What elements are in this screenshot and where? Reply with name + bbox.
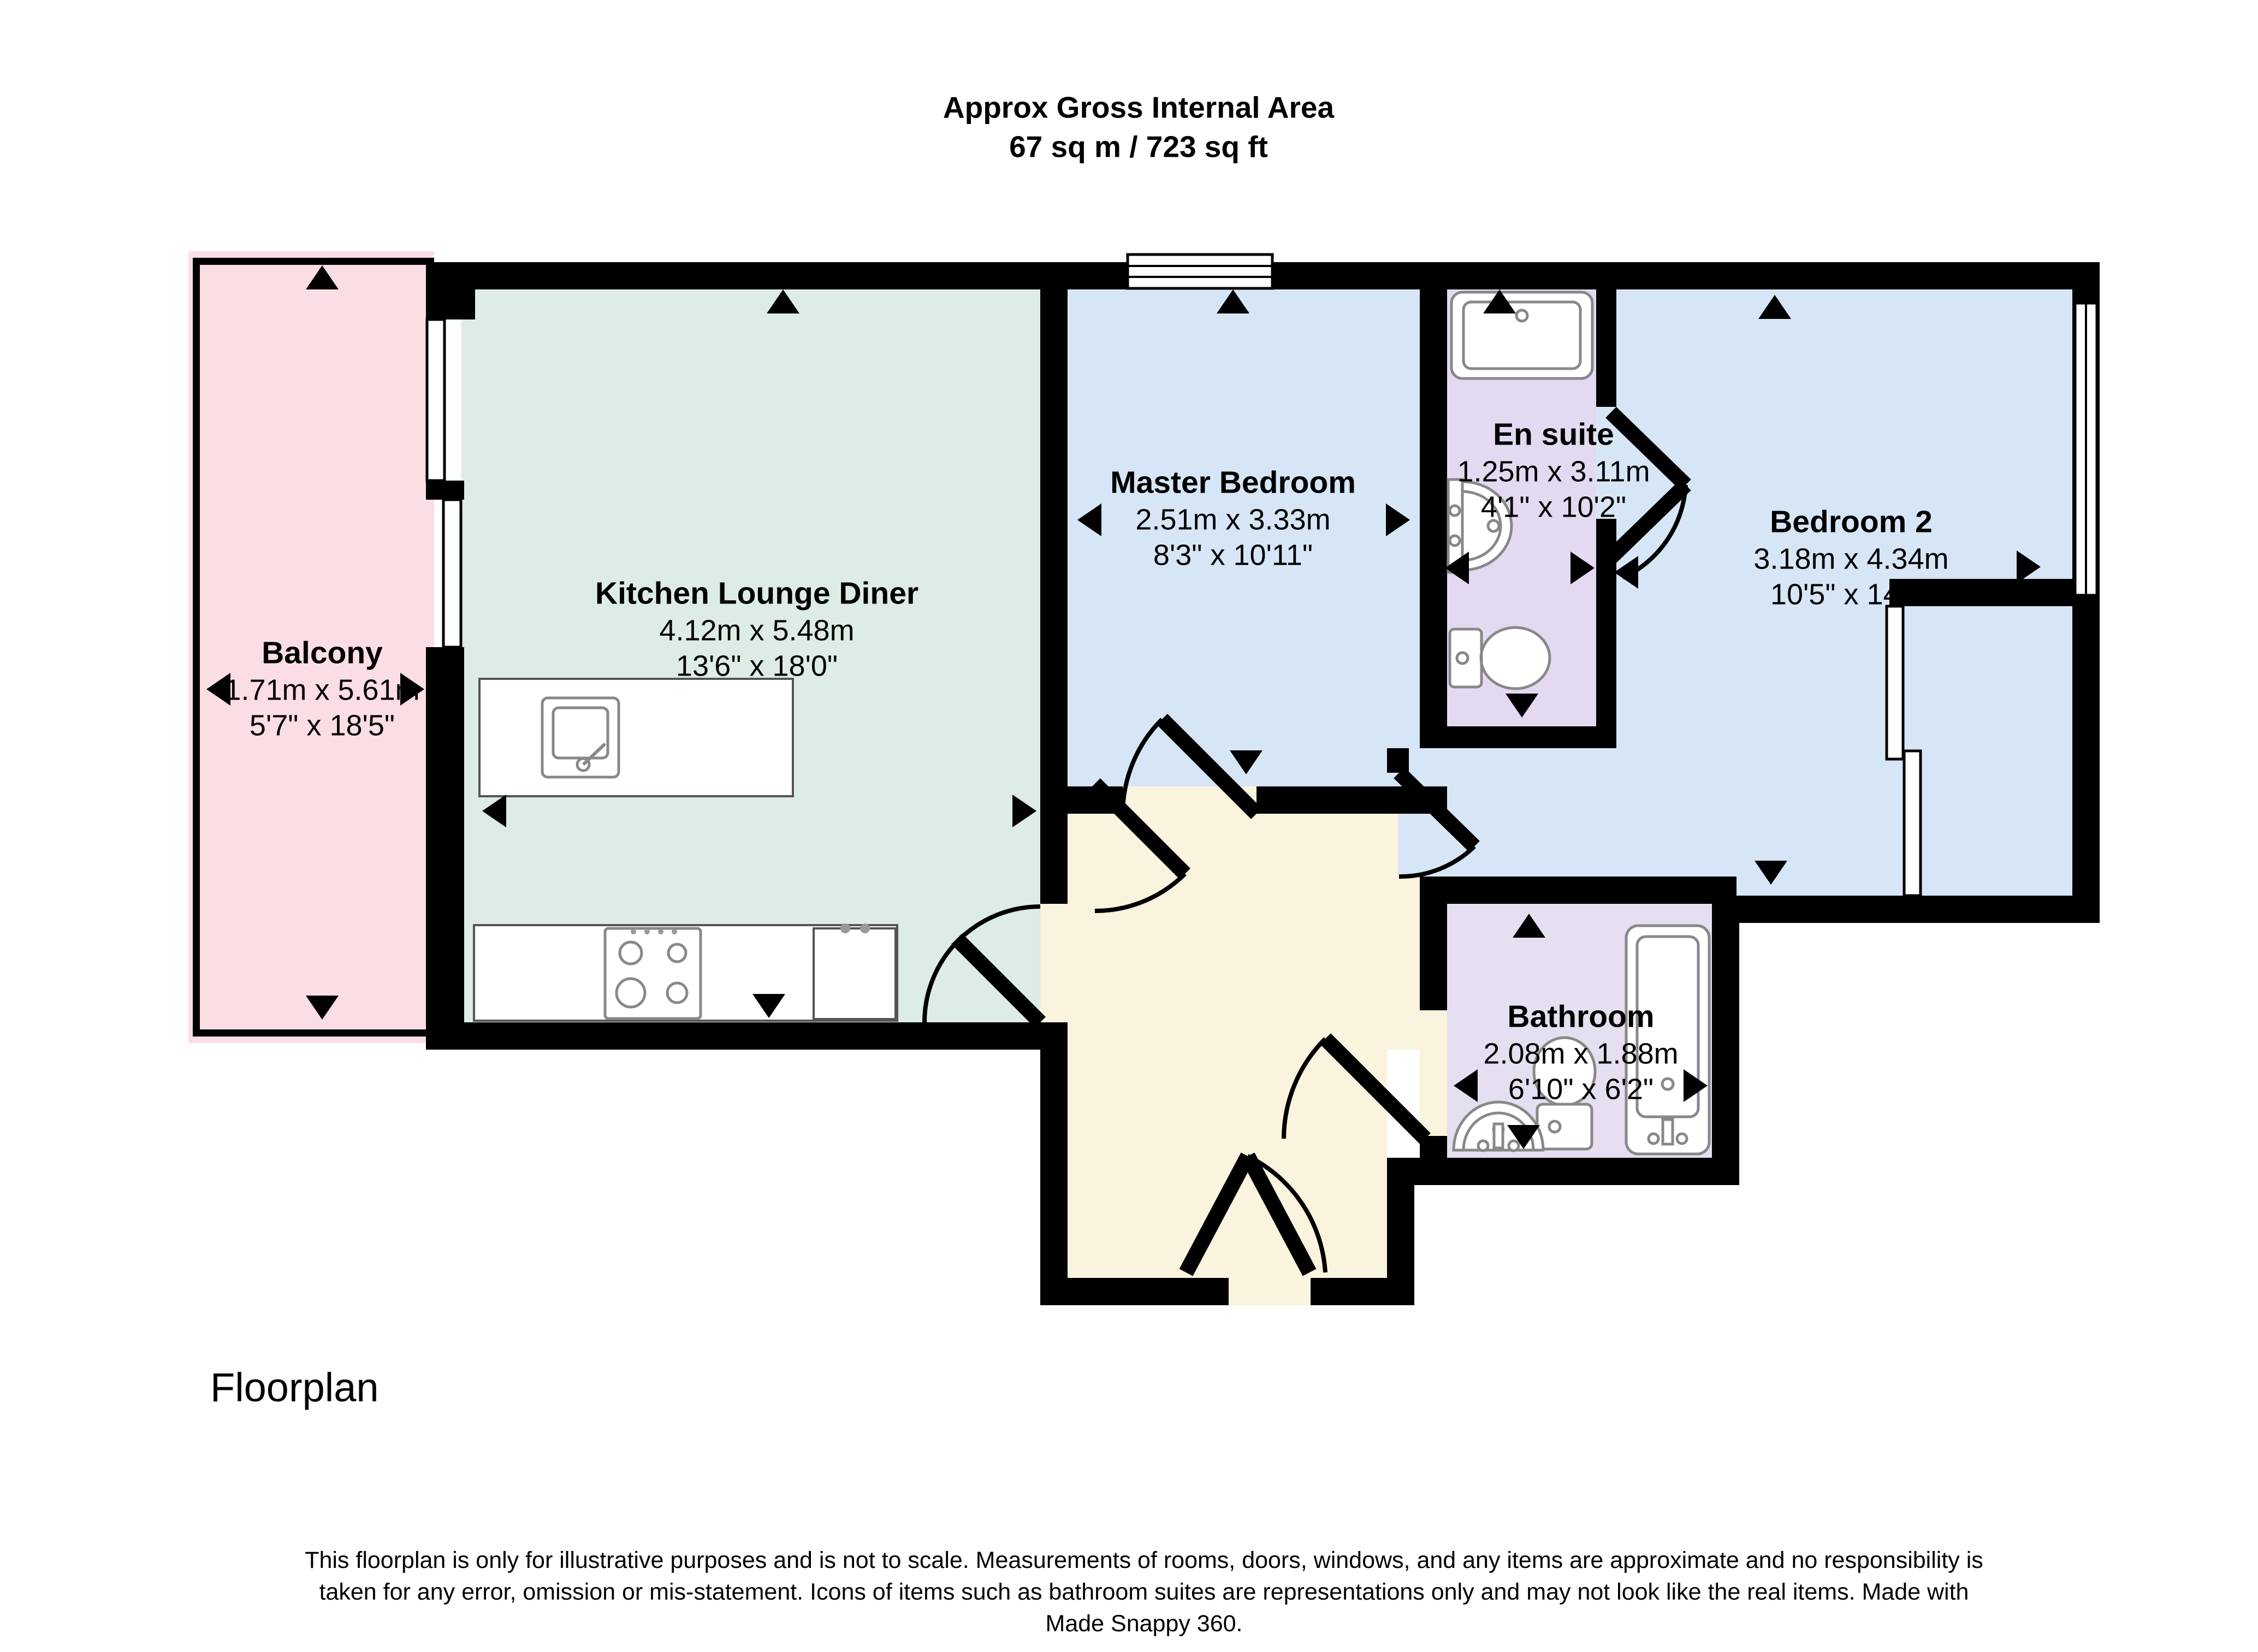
room-label-bathroom	[1483, 998, 1678, 1108]
wall-bathroom-top	[1420, 877, 1737, 904]
wall-ensuite-right-top	[1596, 289, 1616, 407]
room-name: Master Bedroom	[1110, 465, 1356, 500]
master-window-icon	[1128, 254, 1272, 288]
title-line1: Approx Gross Internal Area	[943, 90, 1335, 125]
room-label-balcony	[224, 634, 419, 744]
wall-hall-bottom-left	[1040, 1278, 1229, 1305]
room-label-ensuite	[1457, 416, 1650, 525]
room-metric: 1.71m x 5.61m	[224, 673, 420, 706]
room-name: Balcony	[262, 635, 383, 671]
room-imperial: 6'10" x 6'2"	[1508, 1073, 1654, 1106]
wall-divider-lower	[426, 647, 464, 1050]
room-imperial: 5'7" x 18'5"	[249, 709, 395, 742]
disclaimer-text: This floorplan is only for illustrative purposes and is not to scale. Measurements of rooms, doors, windows, and any items are approximate and no responsibility is taken for any error, omission or mis-statement. Icons of items such as bathroom suites are representations only and may not look like the real items. Made with Made Snappy 360.	[305, 1547, 1983, 1637]
hall-floor-upper	[1068, 814, 1420, 1050]
bedroom2-window-icon	[2075, 303, 2097, 595]
room-label-master-bedroom	[1110, 464, 1356, 573]
wall-bathroom-right	[1712, 904, 1739, 1185]
page-title	[943, 88, 1334, 167]
ensuite-toilet-icon	[1450, 627, 1550, 689]
wall-bathroom-left	[1420, 904, 1447, 1010]
wall-bathroom-bottom	[1387, 1158, 1739, 1185]
room-imperial: 8'3" x 10'11"	[1153, 538, 1313, 572]
hob-icon	[605, 928, 701, 1019]
room-name: Bathroom	[1507, 999, 1655, 1034]
room-name: En suite	[1493, 417, 1614, 452]
wall-hall-left	[1040, 1050, 1068, 1305]
room-imperial: 13'6" x 18'0"	[675, 649, 838, 683]
floorplan-caption: Floorplan	[210, 1365, 379, 1410]
wall-kitchen-bottom	[426, 1022, 1068, 1050]
wall-bedroom2-bottom	[1737, 896, 2100, 923]
room-imperial: 4'1" x 10'2"	[1480, 490, 1627, 524]
ensuite-bath-icon	[1451, 292, 1592, 378]
room-name: Kitchen Lounge Diner	[595, 576, 919, 611]
room-metric: 1.25m x 3.11m	[1457, 454, 1650, 488]
room-label-kitchen	[595, 575, 918, 684]
room-metric: 4.12m x 5.48m	[659, 613, 855, 647]
wall-master-ensuite	[1420, 289, 1447, 726]
room-label-bedroom2	[1753, 503, 1948, 613]
balcony-wall-left	[193, 258, 200, 1037]
room-imperial: 10'5" x 14'3"	[1770, 578, 1933, 611]
room-metric: 2.08m x 1.88m	[1483, 1037, 1679, 1070]
balcony-wall-bottom	[193, 1029, 434, 1037]
kitchen-appliance-icon	[814, 923, 896, 1019]
balcony-wall-top	[193, 258, 434, 265]
wall-divider-mid	[426, 481, 464, 500]
bathroom-door-threshold	[1420, 1010, 1447, 1136]
wall-ensuite-bottom	[1420, 726, 1616, 748]
kitchen-sink-icon	[542, 698, 619, 777]
hall-floor-lower	[1068, 1050, 1387, 1278]
room-metric: 2.51m x 3.33m	[1135, 502, 1331, 536]
title-line2: 67 sq m / 723 sq ft	[1009, 129, 1268, 163]
wall-divider-top	[426, 262, 475, 319]
wall-hall-right	[1387, 1185, 1414, 1305]
room-metric: 3.18m x 4.34m	[1753, 542, 1949, 575]
kitchen-door-threshold	[1040, 904, 1068, 1022]
entry-door-threshold	[1229, 1278, 1311, 1305]
kitchen-island	[479, 679, 793, 796]
room-name: Bedroom 2	[1770, 504, 1933, 540]
